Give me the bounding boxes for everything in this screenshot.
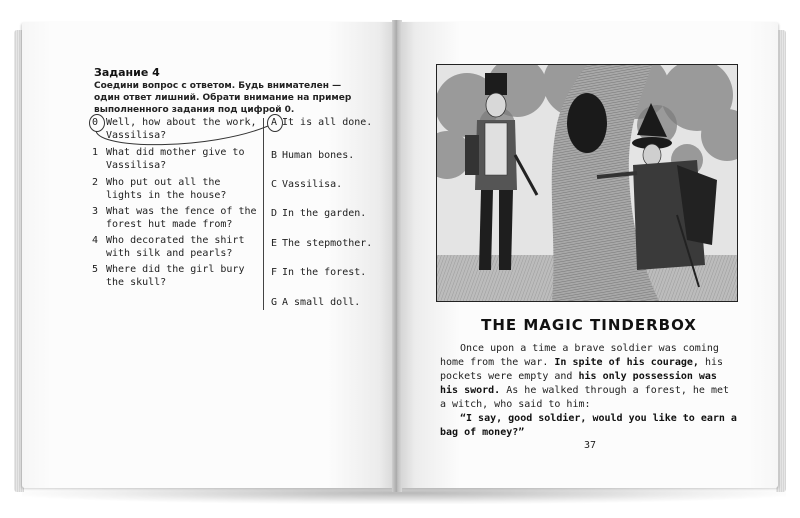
answer-letter: F <box>270 267 278 278</box>
answer-letter: B <box>270 150 278 161</box>
story-bold-quote: “I say, good soldier, would you like to earn a bag of money?” <box>440 413 737 438</box>
answer-letter: A <box>270 117 278 128</box>
story-paragraph-2 <box>440 412 740 440</box>
answer-letter: G <box>270 297 278 308</box>
question-number: 4 <box>92 235 99 246</box>
answer-letter: C <box>270 179 278 190</box>
answer-text: In the forest. <box>282 267 367 278</box>
book-gutter <box>392 20 402 492</box>
matching-exercise <box>90 116 380 316</box>
answer-text: In the garden. <box>282 208 367 219</box>
question-text: What was the fence of the forest hut made from? <box>106 206 257 230</box>
question-text: Where did the girl bury the skull? <box>106 264 245 288</box>
question-number: 3 <box>92 206 99 217</box>
story-illustration <box>436 64 738 302</box>
answer-text: The stepmother. <box>282 238 373 249</box>
answer-text: A small doll. <box>282 297 361 308</box>
answer-letter: E <box>270 238 278 249</box>
question-text: Who put out all the lights in the house? <box>106 177 227 201</box>
question-text: Well, how about the work, Vassilisa? <box>106 117 257 141</box>
story-bold-fragment: In spite of his courage, <box>554 357 699 368</box>
page-number: 37 <box>583 440 597 451</box>
story-text-fragment: Once upon a time a brave soldier was coming home from the war. <box>440 343 719 368</box>
question-number: 5 <box>92 264 99 275</box>
question-number: 2 <box>92 177 99 188</box>
question-text: Who decorated the shirt with silk and pearls? <box>106 235 245 259</box>
task-title: Задание 4 <box>94 66 160 79</box>
story-text-fragment: As he walked through a forest, he met a witch, who said to him: <box>440 385 730 410</box>
question-number: 1 <box>92 147 99 158</box>
example-connector-line <box>90 116 290 156</box>
answer-text: Vassilisa. <box>282 179 343 190</box>
story-bold-fragment: his only possession was his sword. <box>440 371 717 396</box>
story-text-fragment: his pockets were empty and <box>440 357 723 382</box>
story-title: THE MAGIC TINDERBOX <box>481 316 697 334</box>
story-paragraph-1 <box>440 342 740 412</box>
answer-text: Human bones. <box>282 150 355 161</box>
question-text: What did mother give to Vassilisa? <box>106 147 245 171</box>
soldier-and-witch-engraving <box>437 65 737 301</box>
answer-letter: D <box>270 208 278 219</box>
story-text <box>440 342 740 440</box>
question-number: 0 <box>92 117 99 128</box>
task-instruction: Соедини вопрос с ответом. Будь внимателен — один ответ лишний. Обрати внимание на пример выполненного задания под цифрой 0. <box>94 81 352 115</box>
answer-text: It is all done. <box>282 117 373 128</box>
